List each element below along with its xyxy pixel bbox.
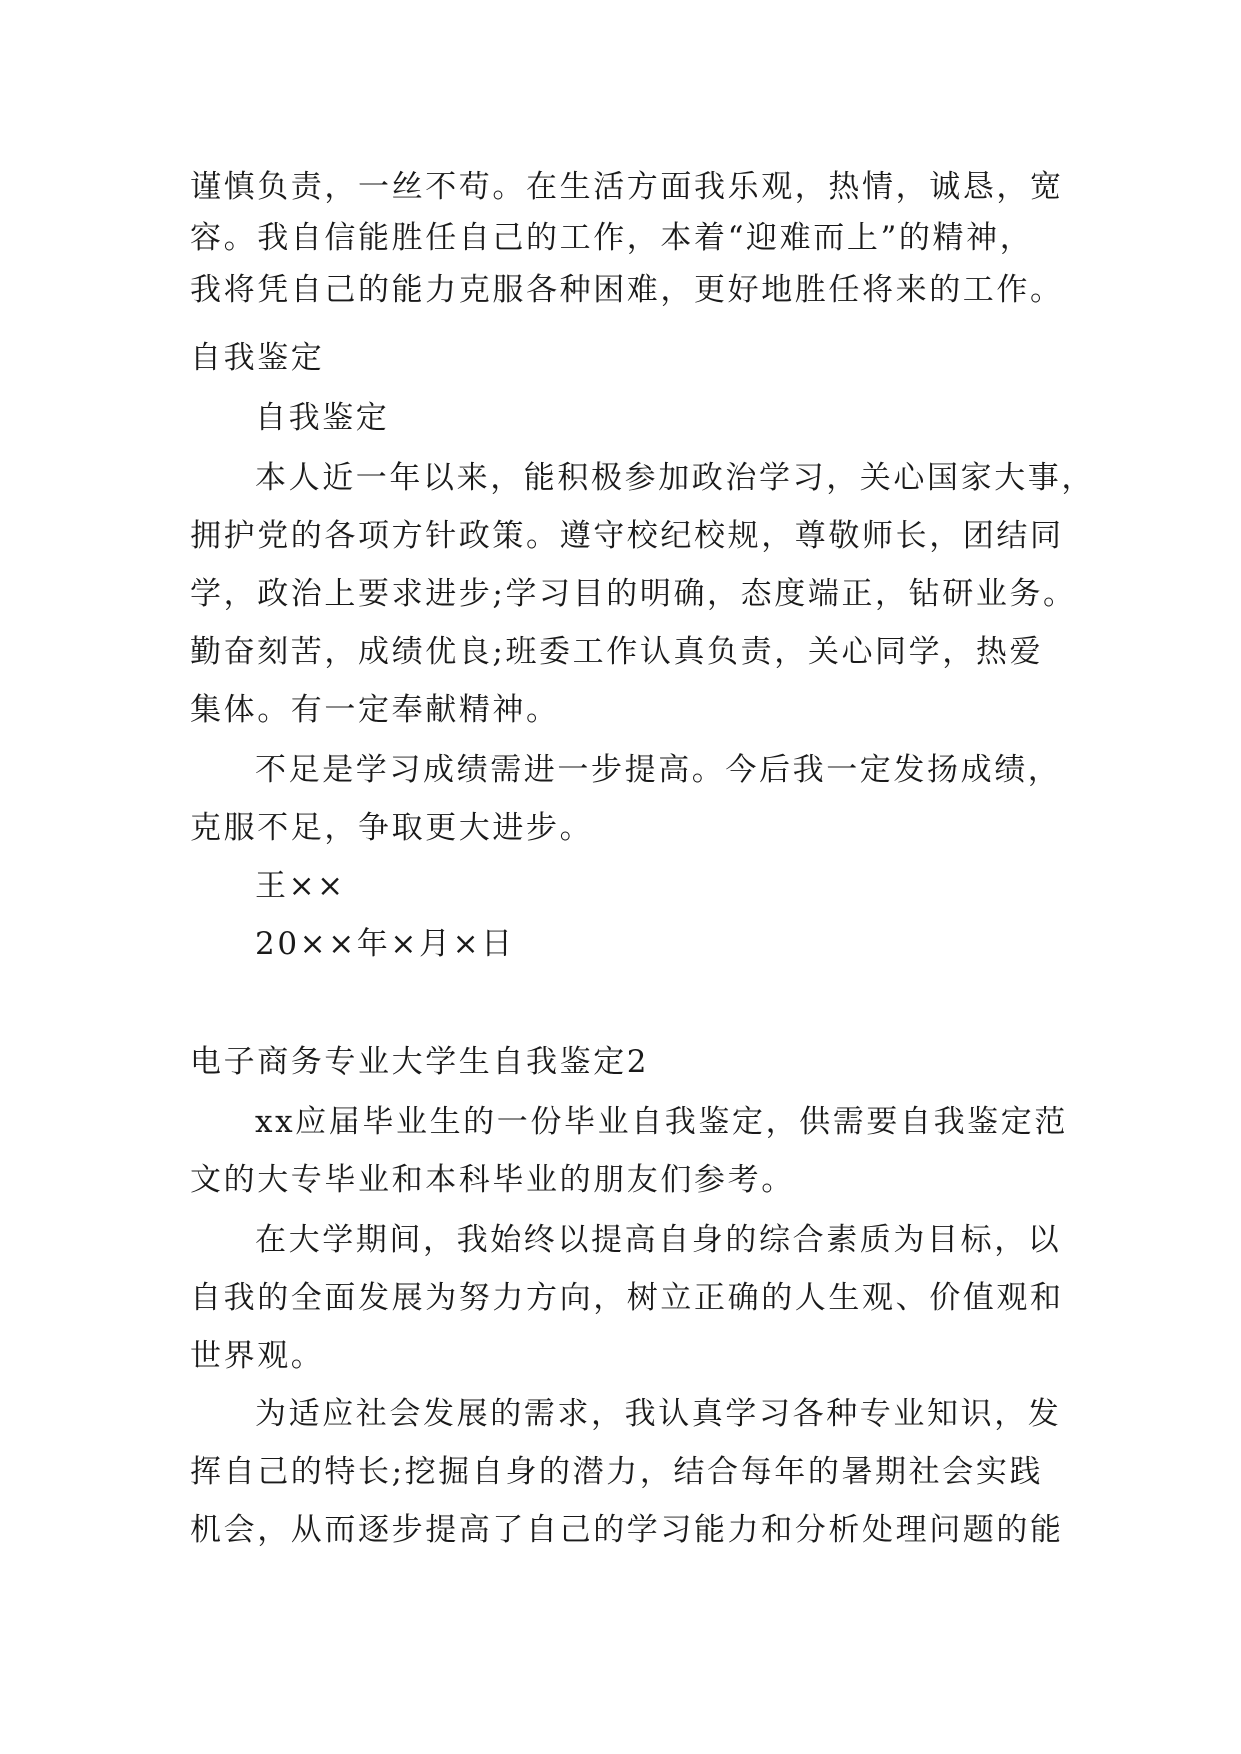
text-line: 谨慎负责，一丝不苟。在生活方面我乐观，热情，诚恳，宽 [190,169,1064,205]
text-line: xx应届毕业生的一份毕业自我鉴定，供需要自我鉴定范 [255,1104,1068,1140]
section-heading: 电子商务专业大学生自我鉴定2 [190,1044,650,1080]
text-line: 集体。有一定奉献精神。 [190,692,560,728]
text-line: 机会，从而逐步提高了自己的学习能力和分析处理问题的能 [190,1512,1064,1548]
signature-name: 王×× [255,868,346,904]
text-line: 我将凭自己的能力克服各种困难，更好地胜任将来的工作。 [190,272,1064,308]
text-line: 自我的全面发展为努力方向，树立正确的人生观、价值观和 [190,1280,1064,1316]
text-line: 拥护党的各项方针政策。遵守校纪校规，尊敬师长，团结同 [190,518,1064,554]
text-line: 容。我自信能胜任自己的工作，本着“迎难而上”的精神， [190,220,1034,256]
text-line: 学，政治上要求进步;学习目的明确，态度端正，钻研业务。 [190,576,1077,612]
section-subheading: 自我鉴定 [255,400,390,436]
text-line: 本人近一年以来，能积极参加政治学习，关心国家大事， [255,460,1095,496]
text-line: 勤奋刻苦，成绩优良;班委工作认真负责，关心同学，热爱 [190,634,1044,670]
text-line: 为适应社会发展的需求，我认真学习各种专业知识，发 [255,1396,1062,1432]
signature-date: 20××年×月×日 [255,926,515,962]
text-line: 不足是学习成绩需进一步提高。今后我一定发扬成绩， [255,752,1062,788]
text-line: 挥自己的特长;挖掘自身的潜力，结合每年的暑期社会实践 [190,1454,1044,1490]
section-heading: 自我鉴定 [190,340,325,376]
text-line: 克服不足，争取更大进步。 [190,810,594,846]
text-line: 在大学期间，我始终以提高自身的综合素质为目标，以 [255,1222,1062,1258]
text-line: 世界观。 [190,1338,325,1374]
text-line: 文的大专毕业和本科毕业的朋友们参考。 [190,1162,795,1198]
